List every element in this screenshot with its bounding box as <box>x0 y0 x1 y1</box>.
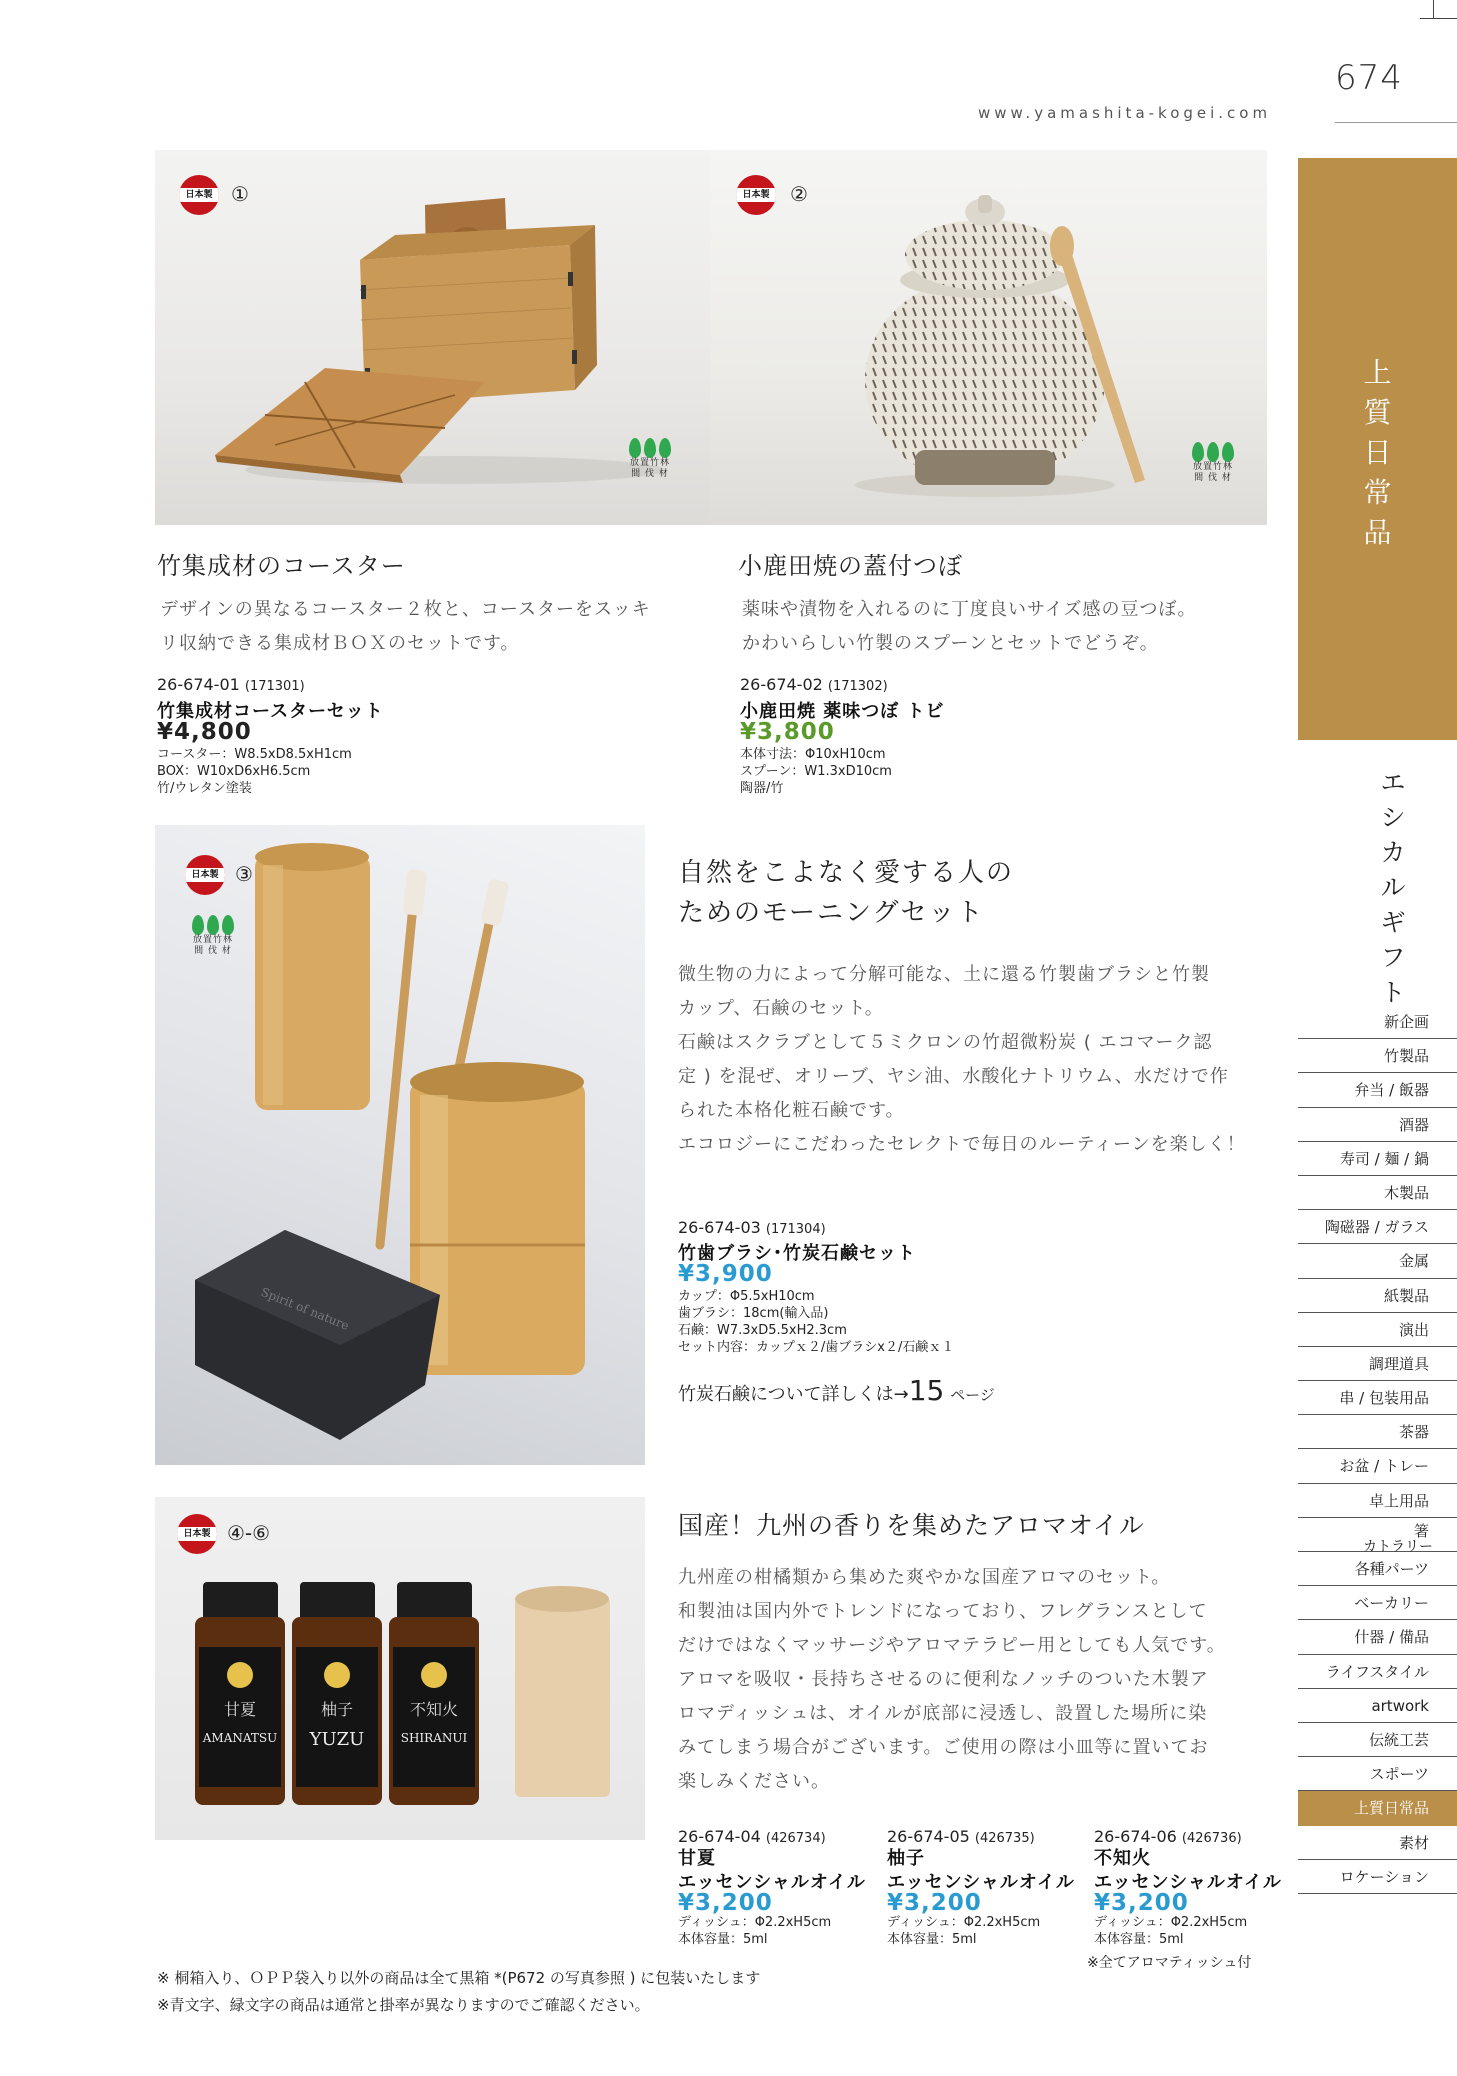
product-photo-aroma-oil <box>155 1497 645 1840</box>
product-number: ④-⑥ <box>227 1521 271 1545</box>
made-in-japan-icon: 日本製 <box>736 175 776 215</box>
svg-text:柚子: 柚子 <box>320 1700 354 1719</box>
product-price: ¥3,200 <box>1094 1890 1189 1916</box>
page-number: 674 <box>1335 58 1403 98</box>
nav-item-tea[interactable]: 茶器 <box>1298 1415 1457 1449</box>
product-price: ¥3,900 <box>678 1261 773 1287</box>
product-title: 国産！九州の香りを集めたアロマオイル <box>678 1511 1145 1540</box>
product-name: 柚子 エッセンシャルオイル <box>887 1848 1075 1893</box>
pot-illustration <box>710 150 1267 525</box>
made-in-japan-icon: 日本製 <box>177 1514 217 1554</box>
product-description: デザインの異なるコースター２枚と、コースターをスッキ <box>160 599 651 620</box>
product-code: 26-674-06 (426736) <box>1094 1827 1242 1846</box>
nav-item-bento[interactable]: 弁当 / 飯器 <box>1298 1073 1457 1107</box>
nav-item-cooking[interactable]: 調理道具 <box>1298 1347 1457 1381</box>
nav-item-display[interactable]: 演出 <box>1298 1313 1457 1347</box>
product-description: 微生物の力によって分解可能な、土に還る竹製歯ブラシと竹製 カップ、石鹸のセット。 石鹸はスクラブとして５ミクロンの竹超微粉炭 ( エコマーク認 定 ) を混ぜ、オリーブ、ヤシ油、水酸化ナトリウム、水だけで作 られた本格化粧石鹸です。 エコロジーにこだわったセレクトで毎日のルーティーンを楽しく！ <box>678 964 1246 1155</box>
note-pricing: ※青文字、緑文字の商品は通常と掛率が異なりますのでご確認ください。 <box>157 1996 650 2014</box>
subcategory-title: エ シ カ ル ギ フ ト <box>1380 768 1406 1007</box>
svg-text:SHIRANUI: SHIRANUI <box>400 1731 468 1745</box>
nav-item-skewer[interactable]: 串 / 包装用品 <box>1298 1381 1457 1415</box>
page-reference-link: 竹炭石鹸について詳しくは→15 ページ <box>678 1374 995 1407</box>
product-spec: ディッシュ：Φ2.2xH5cm 本体容量：5ml <box>887 1915 1041 1947</box>
svg-text:不知火: 不知火 <box>409 1700 459 1719</box>
svg-text:甘夏: 甘夏 <box>223 1700 257 1719</box>
nav-item-lifestyle[interactable]: ライフスタイル <box>1298 1655 1457 1689</box>
product-title: 小鹿田焼の蓋付つぼ <box>738 552 963 580</box>
nav-item-chopsticks[interactable]: 箸 カトラリー <box>1298 1518 1457 1552</box>
product-code: 26-674-05 (426735) <box>887 1827 1035 1846</box>
product-name: 竹集成材コースターセット <box>157 701 384 722</box>
product-title: 自然をこよなく愛する人の ためのモーニングセット <box>678 858 1015 928</box>
svg-text:Spirit of nature: Spirit of nature <box>258 1284 352 1333</box>
nav-item-sushi[interactable]: 寿司 / 麺 / 鍋 <box>1298 1142 1457 1176</box>
product-code: 26-674-04 (426734) <box>678 1827 826 1846</box>
product-spec: ディッシュ：Φ2.2xH5cm 本体容量：5ml <box>678 1915 832 1947</box>
nav-item-metal[interactable]: 金属 <box>1298 1244 1457 1278</box>
product-description: 薬味や漬物を入れるのに丁度良いサイズ感の豆つぼ。 <box>742 599 1197 620</box>
product-code: 26-674-03 (171304) <box>678 1218 826 1237</box>
nav-item-tabletop[interactable]: 卓上用品 <box>1298 1484 1457 1518</box>
product-name: 甘夏 エッセンシャルオイル <box>678 1848 866 1893</box>
nav-item-new[interactable]: 新企画 <box>1298 1005 1457 1039</box>
product-price: ¥3,200 <box>887 1890 982 1916</box>
nav-item-tray[interactable]: お盆 / トレー <box>1298 1449 1457 1483</box>
product-photo-coaster <box>155 150 710 525</box>
category-nav <box>1298 1005 1457 1894</box>
nav-item-bakery[interactable]: ベーカリー <box>1298 1586 1457 1620</box>
nav-item-fixtures[interactable]: 什器 / 備品 <box>1298 1620 1457 1654</box>
product-name: 不知火 エッセンシャルオイル <box>1094 1848 1282 1893</box>
product-price: ¥3,800 <box>740 719 835 745</box>
made-in-japan-icon: 日本製 <box>179 175 219 215</box>
product-name: 小鹿田焼 薬味つぼ トビ <box>740 701 945 722</box>
note-packaging: ※ 桐箱入り、ＯＰＰ袋入り以外の商品は全て黒箱 *(P672 の写真参照 ) に包装いたします <box>157 1969 761 1987</box>
product-title: 竹集成材のコースター <box>157 552 406 580</box>
product-photo-morning-set <box>155 825 645 1465</box>
crop-mark <box>1420 18 1457 19</box>
svg-text:YUZU: YUZU <box>309 1729 365 1750</box>
product-number: ② <box>790 182 808 206</box>
product-description: 九州産の柑橘類から集めた爽やかな国産アロマのセット。 和製油は国内外でトレンドになっており、フレグランスとして だけではなくマッサージやアロマテラピー用としても人気です。 アロマを吸収・長持ちさせるのに便利なノッチのついた木製ア ロマディッシュは、オイルが底部に浸透し、設置した場所に染 みてしまう場合がございます。ご使用の際は小皿等に置いてお 楽しみください。 <box>678 1567 1226 1792</box>
eco-bamboo-icon: 放置竹林 間 伐 材 <box>1185 442 1241 484</box>
product-number: ③ <box>235 862 253 886</box>
product-spec: コースター：W8.5xD8.5xH1cm BOX：W10xD6xH6.5cm 竹/ウレタン塗装 <box>157 747 352 796</box>
category-banner <box>1298 158 1457 740</box>
nav-item-ceramics[interactable]: 陶磁器 / ガラス <box>1298 1210 1457 1244</box>
product-spec: 本体寸法：Φ10xH10cm スプーン：W1.3xD10cm 陶器/竹 <box>740 747 892 796</box>
nav-item-quality-daily[interactable]: 上質日常品 <box>1298 1791 1457 1825</box>
product-code: 26-674-01 (171301) <box>157 675 305 694</box>
nav-item-sports[interactable]: スポーツ <box>1298 1757 1457 1791</box>
svg-text:AMANATSU: AMANATSU <box>202 1731 278 1745</box>
nav-item-parts[interactable]: 各種パーツ <box>1298 1552 1457 1586</box>
nav-item-paper[interactable]: 紙製品 <box>1298 1279 1457 1313</box>
product-spec: カップ：Φ5.5xH10cm 歯ブラシ：18cm(輸入品) 石鹸：W7.3xD5.5xH2.3cm セット内容：カップｘ２/歯ブラシx２/石鹸ｘ１ <box>678 1289 955 1355</box>
nav-item-bamboo[interactable]: 竹製品 <box>1298 1039 1457 1073</box>
footnote: ※全てアロマティッシュ付 <box>1087 1955 1252 1971</box>
product-description: かわいらしい竹製のスプーンとセットでどうぞ。 <box>742 633 1159 654</box>
product-photo-onta-pot <box>710 150 1267 525</box>
product-price: ¥3,200 <box>678 1890 773 1916</box>
nav-item-artwork[interactable]: artwork <box>1298 1689 1457 1723</box>
eco-bamboo-icon: 放置竹林 間 伐 材 <box>622 438 678 480</box>
product-code: 26-674-02 (171302) <box>740 675 888 694</box>
product-description: リ収納できる集成材ＢＯＸのセットです。 <box>160 633 520 654</box>
website-url: www.yamashita-kogei.com <box>978 104 1272 122</box>
aroma-bottles-illustration <box>155 1497 645 1840</box>
product-price: ¥4,800 <box>157 719 252 745</box>
morning-set-illustration <box>155 825 645 1465</box>
product-number: ① <box>231 182 249 206</box>
product-spec: ディッシュ：Φ2.2xH5cm 本体容量：5ml <box>1094 1915 1248 1947</box>
eco-bamboo-icon: 放置竹林 間 伐 材 <box>185 915 241 957</box>
nav-item-location[interactable]: ロケーション <box>1298 1860 1457 1894</box>
nav-item-sake[interactable]: 酒器 <box>1298 1108 1457 1142</box>
nav-item-wood[interactable]: 木製品 <box>1298 1176 1457 1210</box>
category-title: 上 質 日 常 品 <box>1363 356 1392 549</box>
product-name: 竹歯ブラシ･竹炭石鹸セット <box>678 1243 916 1264</box>
divider <box>1335 122 1457 123</box>
crop-mark <box>1433 0 1434 18</box>
made-in-japan-icon: 日本製 <box>185 855 225 895</box>
nav-item-traditional[interactable]: 伝統工芸 <box>1298 1723 1457 1757</box>
nav-item-materials[interactable]: 素材 <box>1298 1826 1457 1860</box>
